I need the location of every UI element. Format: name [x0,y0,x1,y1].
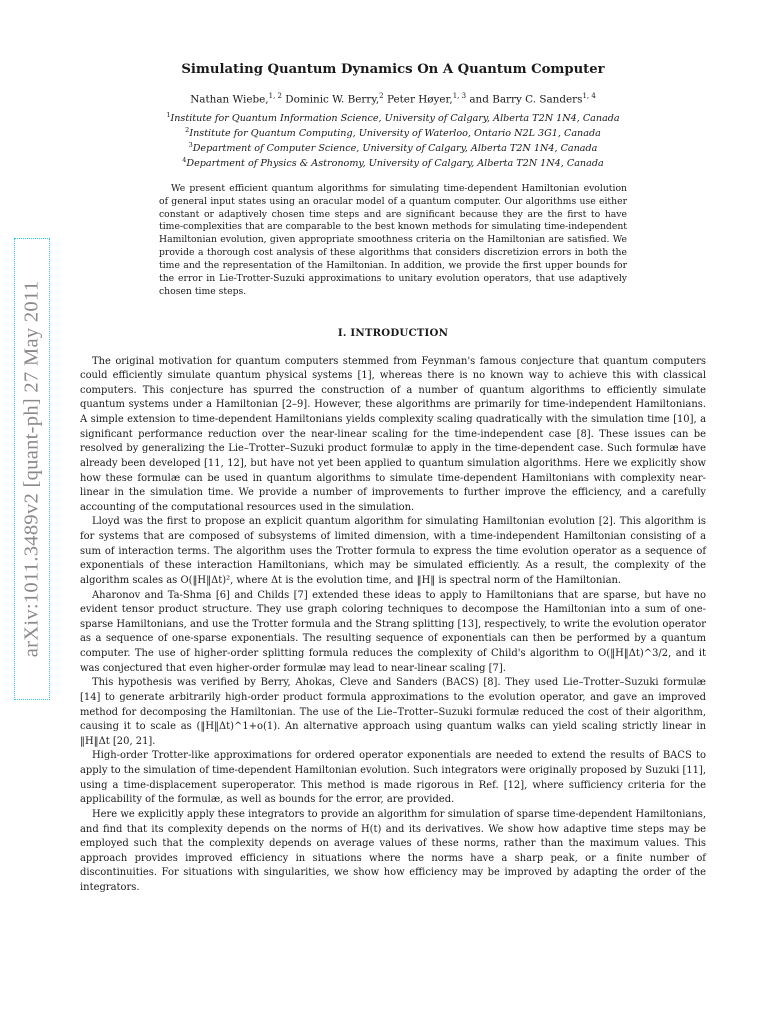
paragraph: The original motivation for quantum computers stemmed from Feynman's famous conjecture that quantum computers could efficiently simulate quantum physical systems [1], whereas there is no known way to achieve this with classical computers. This conjecture has spurred the construction of a number of quantum algorithms to efficiently simulate quantum systems under a Hamiltonian [2–9]. However, these algorithms are primarily for time-independent Hamiltonians. A simple extension to time-dependent Hamiltonians yields complexity scaling quadratically with the simulation time [10], a significant performance reduction over the near-linear scaling for the time-independent case [8]. These issues can be resolved by generalizing the Lie–Trotter–Suzuki product formulæ to apply in the time-dependent case. Such formulæ have already been developed [11, 12], but have not yet been applied to quantum simulation algorithms. Here we explicitly show how these formulæ can be used in quantum algorithms to simulate time-dependent Hamiltonians with complexity near-linear in the simulation time. We provide a number of improvements to further improve the efficiency, and a carefully accounting of the computational resources used in the simulation. [80,355,706,513]
author-name: and Barry C. Sanders [469,93,583,106]
author-name: Peter Høyer, [386,93,453,106]
affiliation [80,141,706,156]
paper-title: Simulating Quantum Dynamics On A Quantum Computer [181,62,605,77]
affiliation-text: Institute for Quantum Information Science, University of Calgary, Alberta T2N 1N4, Canada [170,113,620,125]
affiliation-text: Institute for Quantum Computing, University of Waterloo, Ontario N2L 3G1, Canada [189,128,601,140]
author-affil-marker: 1, 4 [582,91,596,100]
introduction-body [80,355,706,896]
paragraph: Aharonov and Ta-Shma [6] and Childs [7] extended these ideas to apply to Hamiltonians that are sparse, but have no evident tensor product structure. They use graph coloring techniques to decompose the Hamiltonian into a sum of one-sparse Hamiltonians, and use the Trotter formula and the Strang splitting [13], respectively, to write the evolution operator as a sequence of one-sparse exponentials. The resulting sequence of exponentials can then be performed by a quantum computer. The use of higher-order splitting formula reduces the complexity of Child's algorithm to O(‖H‖Δt)^3/2, and it was conjectured that even higher-order formulæ may lead to near-linear scaling [7]. [80,589,706,674]
section-heading: I. INTRODUCTION [337,326,449,339]
arxiv-stamp-text: arXiv:1011.3489v2 [quant-ph] 27 May 2011 [20,280,43,658]
affiliation-list [80,111,706,171]
author-name: Nathan Wiebe, [190,93,269,106]
affiliation-marker: 4 [182,155,187,164]
abstract: We present efficient quantum algorithms for simulating time-dependent Hamiltonian evolution of general input states using an oracular model of a quantum computer. Our algorithms use either constant or adaptively chosen time steps and are significant because they are the first to have time-complexities that are comparable to the best known methods for simulating time-independent Hamiltonian evolution, given appropriate smoothness criteria on the Hamiltonian are satisfied. We provide a thorough cost analysis of these algorithms that considers discretizion errors in both the time and the representation of the Hamiltonian. In addition, we provide the first upper bounds for the error in Lie-Trotter-Suzuki approximations to unitary evolution operators, that use adaptively chosen time steps. [159,182,627,297]
paragraph: This hypothesis was verified by Berry, Ahokas, Cleve and Sanders (BACS) [8]. They used Lie–Trotter–Suzuki formulæ [14] to generate arbitrarily high-order product formula approximations to the evolution operator, and gave an improved method for decomposing the Hamiltonian. The use of the Lie–Trotter–Suzuki formulæ reduced the cost of their algorithm, causing it to scale as (‖H‖Δt)^1+o(1). An alternative approach using quantum walks can yield scaling strictly linear in ‖H‖Δt [20, 21]. [80,677,706,747]
affiliation [80,126,706,141]
author-list [80,92,706,107]
author-name: Dominic W. Berry, [285,93,380,106]
affiliation [80,111,706,126]
affiliation-text: Department of Physics & Astronomy, University of Calgary, Alberta T2N 1N4, Canada [186,158,604,170]
paragraph: Here we explicitly apply these integrators to provide an algorithm for simulation of sparse time-dependent Hamiltonians, and find that its complexity depends on the norms of H(t) and its derivatives. We show how adaptive time steps may be employed such that the complexity depends on average values of these norms, rather than the maximum values. This approach provides improved efficiency in situations where the norms have a sharp peak, or a finite number of discontinuities. For situations with singularities, we show how efficiency may be improved by adapting the order of the integrators. [80,808,706,894]
affiliation-marker: 1 [166,110,171,119]
affiliation-marker: 3 [188,140,193,149]
paragraph: Lloyd was the first to propose an explicit quantum algorithm for simulating Hamiltonian evolution [2]. This algorithm is for systems that are composed of subsystems of limited dimension, with a time-independent Hamiltonian consisting of a sum of interaction terms. The algorithm uses the Trotter formula to express the time evolution operator as a sequence of exponentials of these interaction Hamiltonians, which may be simulated efficiently. As a result, the complexity of the algorithm scales as O(‖H‖Δt)², where Δt is the evolution time, and ‖H‖ is spectral norm of the Hamiltonian. [80,516,706,586]
author-affil-marker: 1, 3 [452,91,467,100]
affiliation-text: Department of Computer Science, University of Calgary, Alberta T2N 1N4, Canada [192,143,598,155]
author-affil-marker: 1, 2 [268,91,282,100]
author-affil-marker: 2 [379,91,384,100]
affiliation [80,156,706,171]
affiliation-marker: 2 [185,125,190,134]
paper-page [80,62,706,896]
arxiv-stamp [14,238,50,700]
paragraph: High-order Trotter-like approximations for ordered operator exponentials are needed to extend the results of BACS to apply to the simulation of time-dependent Hamiltonian evolution. Such integrators were originally proposed by Suzuki [11], using a time-displacement superoperator. This method is made rigorous in Ref. [12], where sufficiency criteria for the applicability of the formulæ, as well as bounds for the error, are provided. [80,750,706,806]
